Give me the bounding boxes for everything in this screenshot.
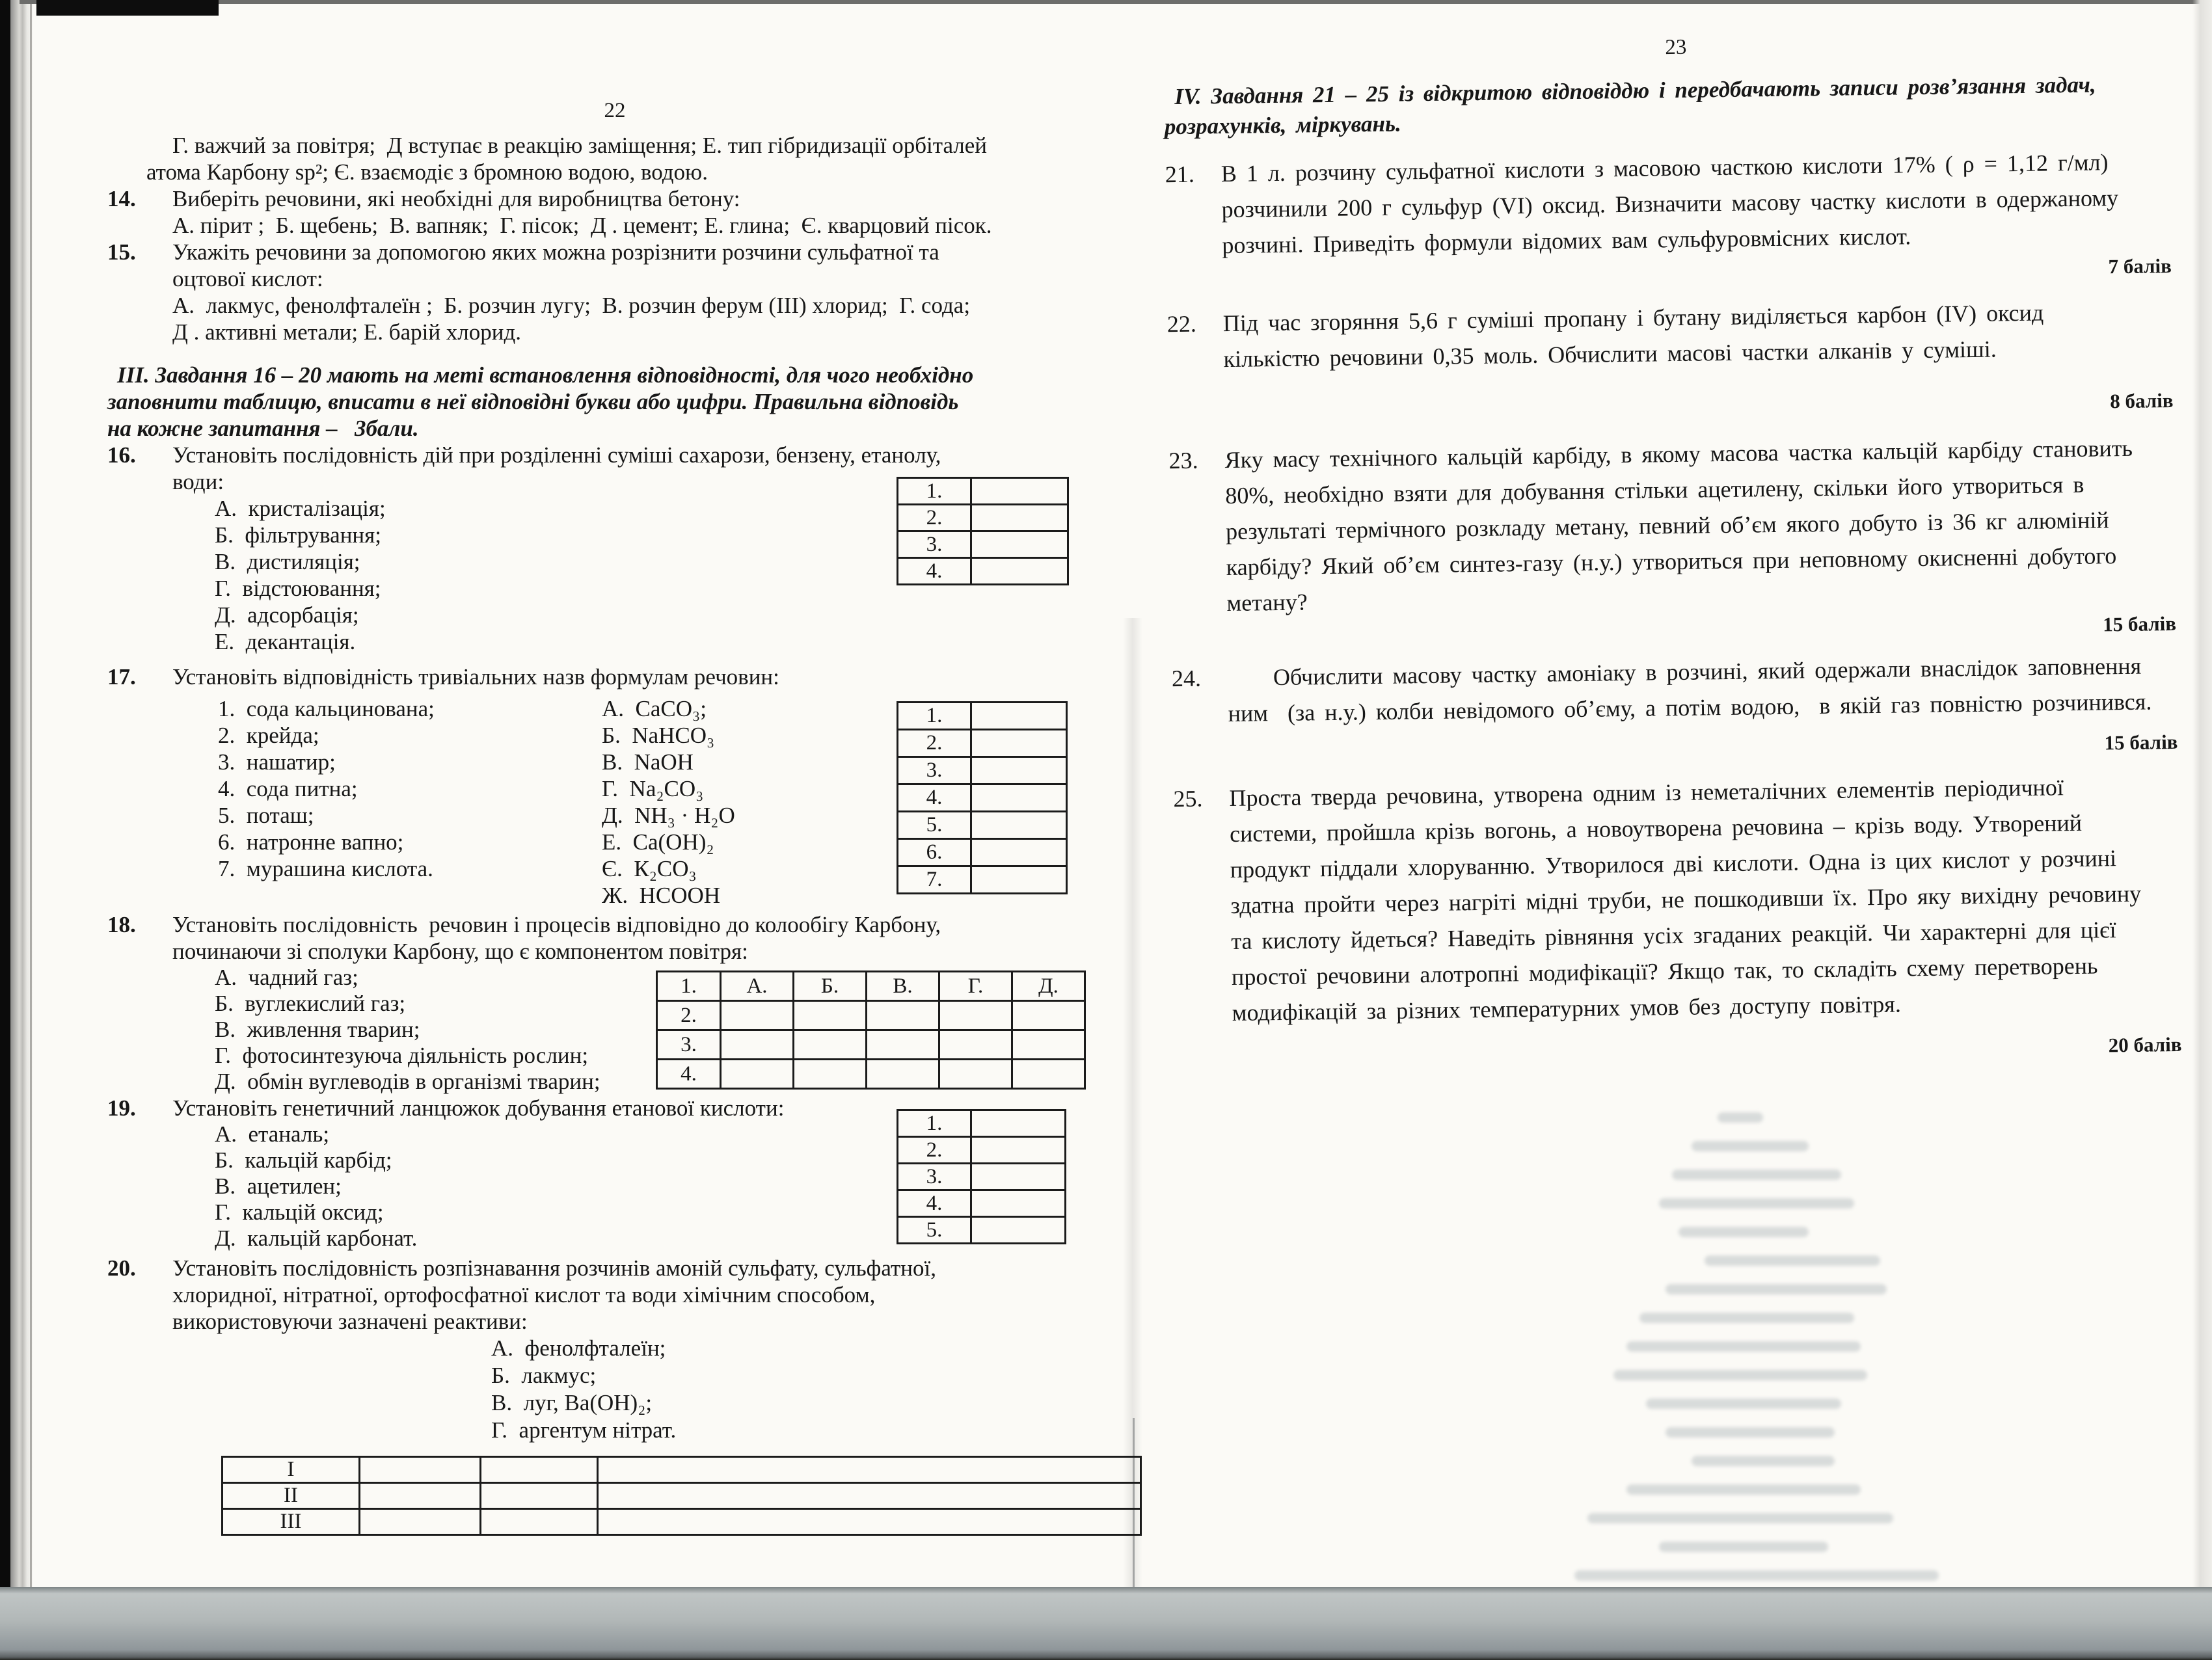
q23-number: 23. — [1168, 447, 1198, 474]
section3-line3: на кожне запитання – 3бали. — [107, 416, 419, 441]
q18-header-d: Д. — [1012, 972, 1085, 1001]
q19-option-v: В. ацетилен; — [215, 1173, 342, 1199]
q25-line7: модифікацій за різних температурних умов без доступу повітря. — [1232, 991, 1902, 1026]
q16-option-d: Д. адсорбація; — [215, 602, 359, 628]
q20-answer-cell — [598, 1457, 1141, 1483]
question13-tail — [107, 132, 1122, 185]
q17-formula-e: Е. Ca(OH)₂ — [602, 829, 714, 855]
q25-line3: продукт піддали хлоруванню. Утворилося дві кислоти. Одна із цих кислот у розчині — [1230, 845, 2117, 883]
q18-row-label-3: 3. — [657, 1030, 721, 1060]
bleed-through-line — [1672, 1170, 1841, 1180]
q18-answer-cell — [939, 1030, 1012, 1060]
q17-formula-d: Д. NH₃ · H₂O — [602, 803, 735, 828]
q16-text-line1: Установіть послідовність дій при розділенні суміші сахарози, бензену, етанолу, — [172, 442, 941, 468]
q23-line3: результаті термічного розкладу метану, певний об’єм якого добуто із 36 кг алюміній — [1225, 507, 2109, 545]
question-17 — [107, 663, 1122, 690]
q22-number: 22. — [1167, 310, 1197, 338]
q18-header-v: В. — [867, 972, 939, 1001]
section3-line1: ІІІ. Завдання 16 – 20 мають на меті встановлення відповідності, для чого необхідно — [117, 362, 974, 388]
q17-row-label-2: 2. — [898, 730, 971, 757]
q17-answer-table — [897, 701, 1068, 894]
q15-number: 15. — [107, 239, 136, 265]
q17-row-label-1: 1. — [898, 703, 971, 730]
q19-option-g: Г. кальцій оксид; — [215, 1199, 384, 1225]
q16-option-a: А. кристалізація; — [215, 496, 386, 521]
q17-answer-cell-4 — [971, 784, 1067, 812]
q17-row-label-3: 3. — [898, 757, 971, 784]
q20-text-line3: використовуючи зазначені реактиви: — [172, 1309, 528, 1334]
q19-answer-table — [897, 1109, 1066, 1244]
q25-line4: здатна пройти через нагріті мідні труби, не пошкодивши їх. Про яку вихідну речовину — [1230, 880, 2142, 919]
bleed-through-line — [1666, 1427, 1835, 1438]
q18-option-b: Б. вуглекислий газ; — [215, 991, 406, 1016]
q18-row-label-4: 4. — [657, 1060, 721, 1089]
q22-score: 8 балів — [2110, 388, 2174, 413]
q17-answer-cell-3 — [971, 757, 1067, 784]
scan-top-corner-shadow — [36, 0, 219, 16]
q18-answer-cell — [794, 1001, 867, 1030]
section-4-header — [1164, 69, 2189, 142]
q18-answer-cell — [794, 1030, 867, 1060]
q17-name-3: 3. нашатир; — [218, 749, 336, 775]
q18-text-line1: Установіть послідовність речовин і процесів відповідно до колообігу Карбону, — [172, 912, 941, 937]
q20-row-label-I: І — [223, 1457, 360, 1483]
q17-name-4: 4. сода питна; — [218, 776, 358, 801]
bleed-through-line — [1574, 1570, 1939, 1581]
question-21 — [1165, 144, 2191, 265]
q19-answer-cell-2 — [971, 1137, 1066, 1164]
q17-row-label-7: 7. — [898, 866, 971, 894]
bleed-through-line — [1659, 1198, 1854, 1209]
q19-row-label-2: 2. — [898, 1137, 971, 1164]
bleed-through-text — [1574, 1099, 2212, 1620]
q17-formula-g: Г. Na₂CO₃ — [602, 776, 704, 801]
q25-line5: та кислоту йдеться? Наведіть рівняння усіх згаданих реакцій. Чи характерні для цієї — [1231, 917, 2116, 954]
q18-answer-table — [656, 971, 1086, 1090]
q16-answer-cell-1 — [971, 478, 1068, 505]
q18-option-v: В. живлення тварин; — [215, 1017, 420, 1042]
q20-reagent-b: Б. лакмус; — [491, 1363, 597, 1388]
bleed-through-line — [1639, 1313, 1854, 1323]
q19-row-label-5: 5. — [898, 1217, 971, 1244]
q18-header-a: А. — [721, 972, 794, 1001]
page-number-22: 22 — [604, 99, 626, 122]
q18-answer-cell — [721, 1030, 794, 1060]
q19-answer-cell-4 — [971, 1190, 1066, 1217]
q17-name-1: 1. сода кальцинована; — [218, 696, 435, 721]
q19-row-label-3: 3. — [898, 1164, 971, 1190]
q19-text: Установіть генетичний ланцюжок добування етанової кислоти: — [172, 1095, 785, 1121]
q17-text: Установіть відповідність тривіальних назв формулам речовин: — [172, 664, 779, 689]
q16-number: 16. — [107, 442, 136, 468]
q20-number: 20. — [107, 1255, 136, 1281]
q18-answer-cell — [939, 1060, 1012, 1089]
q21-score: 7 балів — [2108, 254, 2172, 278]
q20-reagents — [491, 1335, 1122, 1444]
q16-row-label-2: 2. — [898, 505, 971, 531]
q16-option-b: Б. фільтрування; — [215, 522, 381, 548]
q17-row-label-6: 6. — [898, 839, 971, 866]
question-22 — [1167, 293, 2192, 379]
q17-row-label-5: 5. — [898, 812, 971, 839]
q24-line1: Обчислити масову частку амоніаку в розчині, який одержали внаслідок заповнення — [1273, 652, 2142, 691]
q25-score: 20 балів — [2108, 1032, 2182, 1057]
scan-bottom-shadow-band — [0, 1587, 2212, 1660]
q19-option-b: Б. кальцій карбід; — [215, 1147, 392, 1173]
bleed-through-line — [1646, 1399, 1841, 1409]
q21-line3: розчині. Приведіть формули відомих вам сульфуровмісних кислот. — [1222, 223, 1911, 259]
q17-name-2: 2. крейда; — [218, 723, 319, 748]
q23-line5: метану? — [1226, 589, 1308, 617]
q20-answer-cell — [360, 1457, 481, 1483]
q16-option-g: Г. відстоювання; — [215, 576, 381, 601]
q22-line2: кількістю речовини 0,35 моль. Обчислити масові частки алканів у суміші. — [1223, 336, 1997, 373]
q15-options-line2: Д . активні метали; Е. барій хлорид. — [172, 319, 522, 345]
q18-answer-cell — [721, 1001, 794, 1030]
bleed-through-line — [1692, 1141, 1809, 1151]
q17-row-label-4: 4. — [898, 784, 971, 812]
q20-answer-cell — [360, 1483, 481, 1509]
q24-number: 24. — [1171, 665, 1202, 692]
q18-answer-cell — [1012, 1060, 1085, 1089]
q23-line4: карбіду? Який об’єм синтез-газу (н.у.) утвориться при неповному окисненні добутого — [1226, 542, 2117, 581]
q15-options-line1: А. лакмус, фенолфталеїн ; Б. розчин лугу; В. розчин ферум (ІІІ) хлорид; Г. сода; — [172, 293, 971, 318]
q16-row-label-1: 1. — [898, 478, 971, 505]
q18-header-1: 1. — [657, 972, 721, 1001]
q17-formula-b: Б. NaHCO₃ — [602, 723, 715, 748]
question-14 — [107, 185, 1122, 239]
q15-text-line2: оцтової кислот: — [172, 266, 323, 291]
q17-formula-zh: Ж. НСООН — [602, 883, 721, 908]
q16-answer-cell-3 — [971, 531, 1068, 558]
q18-answer-cell — [1012, 1001, 1085, 1030]
q17-answer-cell-7 — [971, 866, 1067, 894]
q14-text: Виберіть речовини, які необхідні для виробництва бетону: — [172, 186, 740, 211]
q21-number: 21. — [1165, 161, 1195, 188]
q20-row-label-III: ІІІ — [223, 1509, 360, 1535]
q19-answer-cell-1 — [971, 1110, 1066, 1137]
bleed-through-line — [1587, 1513, 1893, 1523]
q20-answer-cell — [481, 1483, 598, 1509]
bleed-through-line — [1613, 1370, 1867, 1380]
page-edge-gradient — [10, 0, 33, 1660]
q17-answer-cell-5 — [971, 812, 1067, 839]
q18-answer-cell — [867, 1030, 939, 1060]
q16-option-e: Е. декантація. — [215, 629, 356, 654]
q18-answer-cell — [867, 1060, 939, 1089]
q18-answer-cell — [867, 1001, 939, 1030]
q17-number: 17. — [107, 664, 136, 689]
q18-option-g: Г. фотосинтезуюча діяльність рослин; — [215, 1043, 589, 1068]
page-number-23: 23 — [1665, 35, 1687, 60]
q20-answer-cell — [481, 1457, 598, 1483]
q14-number: 14. — [107, 186, 136, 211]
q19-row-label-4: 4. — [898, 1190, 971, 1217]
q18-text-line2: починаючи зі сполуки Карбону, що є компонентом повітря: — [172, 939, 748, 964]
page-edge-line — [30, 0, 32, 1660]
bleed-through-line — [1626, 1484, 1861, 1495]
bleed-through-line — [1659, 1542, 1828, 1552]
bleed-through-line — [1705, 1255, 1880, 1266]
bleed-through-line — [1718, 1112, 1763, 1123]
q21-line2: розчинили 200 г сульфур (VI) оксид. Визначити масову частку кислоти в одержаному — [1221, 185, 2119, 223]
q18-answer-cell — [794, 1060, 867, 1089]
scan-top-edge — [20, 0, 2212, 4]
q18-option-a: А. чадний газ; — [215, 965, 358, 990]
q24-line2: ним (за н.у.) колби невідомого об’єму, а потім водою, в якій газ повністю розчинився. — [1228, 688, 2152, 727]
section-3-header — [107, 362, 1122, 442]
q19-option-d: Д. кальцій карбонат. — [215, 1225, 418, 1251]
bleed-through-line — [1666, 1284, 1887, 1294]
q20-row-label-II: ІІ — [223, 1483, 360, 1509]
question-24 — [1172, 648, 2197, 733]
q23-line2: 80%, необхідно взяти для добування стільки ацетилену, скільки його утвориться в — [1225, 471, 2084, 509]
scanner-bed-left-strip — [0, 0, 10, 1660]
q25-line6: простої речовини алотропні модифікації? Якщо так, то складіть схему перетворень — [1231, 952, 2098, 990]
bleed-through-line — [1679, 1227, 1809, 1237]
q18-header-b: Б. — [794, 972, 867, 1001]
q17-name-blank — [218, 882, 602, 909]
right-page — [1163, 21, 2202, 1071]
q19-answer-cell-3 — [971, 1164, 1066, 1190]
q17-name-6: 6. натронне вапно; — [218, 829, 404, 855]
bleed-through-line — [1692, 1456, 1835, 1466]
question-20 — [107, 1255, 1122, 1444]
q20-answer-cell — [598, 1509, 1141, 1535]
q17-answer-cell-1 — [971, 703, 1067, 730]
q20-text-line1: Установіть послідовність розпізнавання розчинів амоній сульфату, сульфатної, — [172, 1255, 936, 1281]
q17-formula-a: А. CaCO₃; — [602, 696, 707, 721]
q25-number: 25. — [1173, 785, 1203, 812]
bleed-through-line — [1626, 1341, 1861, 1352]
q20-answer-cell — [598, 1483, 1141, 1509]
q17-formula-ye: Є. К₂CO₃ — [602, 856, 697, 881]
q17-answer-cell-6 — [971, 839, 1067, 866]
q20-answer-cell — [481, 1509, 598, 1535]
q17-answer-cell-2 — [971, 730, 1067, 757]
question-15 — [107, 239, 1122, 345]
q13-tail-line1: Г. важчий за повітря; Д вступає в реакцію заміщення; Е. тип гібридизації орбіталей — [172, 133, 988, 158]
q17-name-7: 7. мурашина кислота. — [218, 856, 433, 881]
q19-number: 19. — [107, 1095, 136, 1121]
q13-tail-line2: атома Карбону sp²; Є. взаємодіє з бромною водою, водою. — [146, 159, 708, 185]
q16-text-line2: води: — [172, 469, 224, 494]
q16-row-label-4: 4. — [898, 558, 971, 585]
question-23 — [1168, 430, 2195, 622]
q24-score: 15 балів — [2104, 730, 2178, 755]
q16-option-v: В. дистиляція; — [215, 549, 360, 574]
question-25 — [1173, 768, 2201, 1032]
q20-answer-table — [221, 1456, 1142, 1536]
q23-score: 15 балів — [2103, 611, 2177, 636]
q23-line1: Яку масу технічного кальцій карбіду, в якому масова частка кальцій карбіду становить — [1224, 435, 2133, 474]
q18-answer-cell — [1012, 1030, 1085, 1060]
q17-name-5: 5. поташ; — [218, 803, 314, 828]
q18-option-d: Д. обмін вуглеводів в організмі тварин; — [215, 1069, 600, 1094]
q20-text-line2: хлоридної, нітратної, ортофосфатної кислот та води хімічним способом, — [172, 1282, 876, 1307]
q19-option-a: А. етаналь; — [215, 1121, 330, 1147]
q25-line2: системи, пройшла крізь вогонь, а новоутворена речовина – крізь воду. Утворений — [1229, 809, 2083, 848]
q15-text-line1: Укажіть речовини за допомогою яких можна розрізнити розчини сульфатної та — [172, 239, 939, 265]
q20-answer-cell — [360, 1509, 481, 1535]
q18-answer-cell — [721, 1060, 794, 1089]
q19-answer-cell-5 — [971, 1217, 1066, 1244]
q21-line1: В 1 л. розчину сульфатної кислоти з масовою часткою кислоти 17% ( ρ = 1,12 г/мл) — [1221, 149, 2109, 187]
q18-header-g: Г. — [939, 972, 1012, 1001]
q22-line1: Під час згоряння 5,6 г суміші пропану і бутану виділяється карбон (IV) оксид — [1222, 299, 2044, 337]
q18-answer-cell — [939, 1001, 1012, 1030]
q16-answer-cell-4 — [971, 558, 1068, 585]
section4-line1: IV. Завдання 21 – 25 із відкритою відповіддю і передбачають записи розв’язання задач, — [1174, 72, 2096, 110]
q25-line1: Проста тверда речовина, утворена одним із неметалічних елементів періодичної — [1229, 774, 2064, 812]
q18-row-label-2: 2. — [657, 1001, 721, 1030]
q16-answer-cell-2 — [971, 505, 1068, 531]
q17-formula-v: В. NaOH — [602, 749, 694, 775]
q14-options: А. пірит ; Б. щебень; В. вапняк; Г. пісок; Д . цемент; Е. глина; Є. кварцовий пісок. — [172, 213, 992, 238]
section3-line2: заповнити таблицю, вписати в неї відповідні букви або цифри. Правильна відповідь — [107, 389, 959, 414]
q19-row-label-1: 1. — [898, 1110, 971, 1137]
q20-reagent-g: Г. аргентум нітрат. — [491, 1417, 677, 1443]
q16-row-label-3: 3. — [898, 531, 971, 558]
q18-number: 18. — [107, 912, 136, 937]
q16-answer-table — [897, 477, 1069, 585]
section4-line2: розрахунків, міркувань. — [1164, 111, 1401, 140]
q20-reagent-a: А. фенолфталеїн; — [491, 1335, 666, 1361]
q20-reagent-v: В. луг, Ва(ОН)₂; — [491, 1390, 653, 1415]
